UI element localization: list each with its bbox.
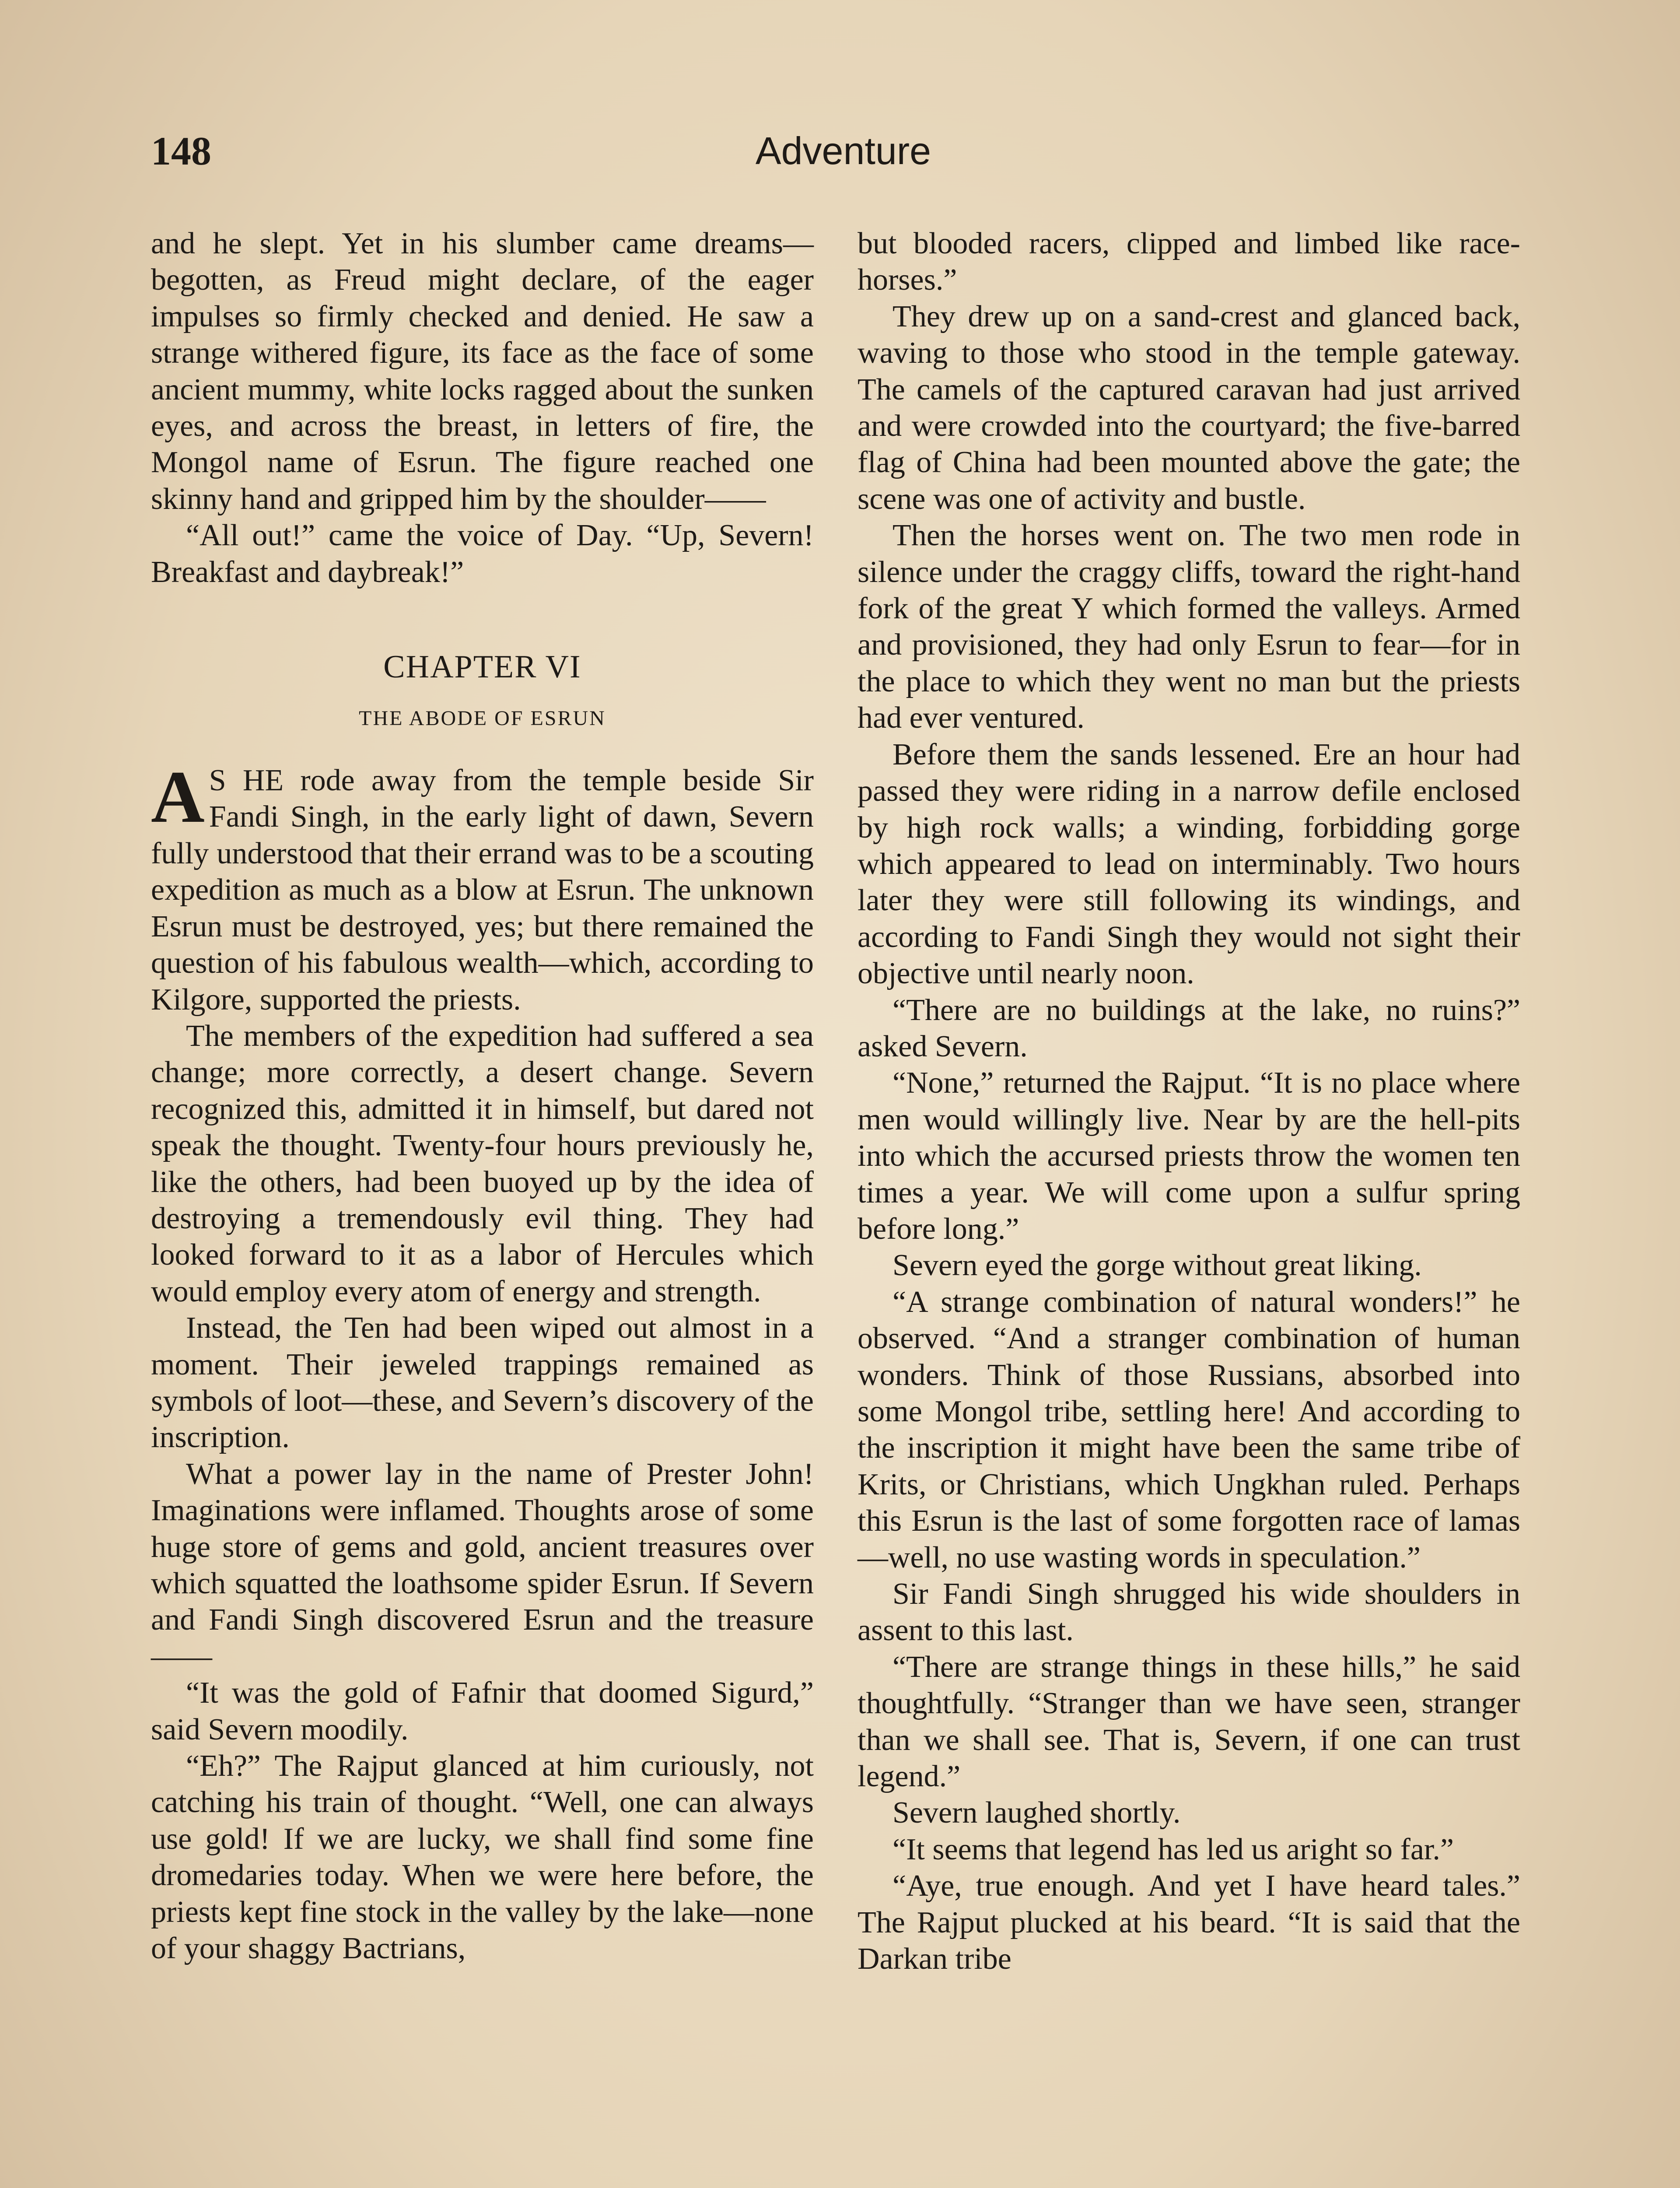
paragraph: Then the horses went on. The two men rode in silence under the craggy cliffs, toward the right-hand fork of the great Y which formed the valleys. Armed and provisioned, they had only Esrun to fear—for in the place to which they went no man but the priests had ever ventured.: [858, 519, 1520, 735]
chapter-heading: [151, 645, 814, 736]
paragraph: They drew up on a sand-crest and glanced back, waving to those who stood in the temple gateway. The camels of the captured caravan had just arrived and were crowded into the courtyard; the five-barred flag of China had been mounted above the gate; the scene was one of activity and bustle.: [858, 299, 1520, 516]
opening-paragraph: [151, 756, 814, 1018]
paragraph: “There are strange things in these hills,” he said thoughtfully. “Stranger than we have seen, stranger than we shall see. That is, Severn, if one can trust legend.”: [858, 1650, 1520, 1794]
page-number: 148: [151, 129, 211, 173]
paragraph: The members of the expedition had suffered a sea change; more correctly, a desert change. Severn recognized this, admitted it in himself, but dared not speak the thought. Twenty-four hours previously he, like the others, had been buoyed up by the idea of destroying a tremendously evil thing. They had looked forward to it as a labor of Hercules which would employ every atom of energy and strength.: [151, 1019, 814, 1308]
chapter-title: CHAPTER VI: [383, 649, 581, 685]
running-head: [151, 125, 1536, 177]
paragraph: “There are no buildings at the lake, no ruins?” asked Severn.: [858, 993, 1520, 1063]
paragraph: “None,” returned the Rajput. “It is no place where men would willingly live. Near by are the hell-pits into which the accursed priests throw the women ten times a year. We will come upon a sulfur spring before long.”: [858, 1066, 1520, 1246]
paragraph: “Aye, true enough. And yet I have heard tales.” The Rajput plucked at his beard. “It is said that the Darkan tribe: [858, 1869, 1520, 1976]
paragraph: Before them the sands lessened. Ere an hour had passed they were riding in a narrow defile enclosed by high rock walls; a winding, forbidding gorge which appeared to lead on interminably. Two hours later they were still following its windings, and according to Fandi Singh they would not sight their objective until nearly noon.: [858, 737, 1520, 991]
paragraph: but blooded racers, clipped and limbed like race-horses.”: [858, 227, 1520, 297]
paragraph: Sir Fandi Singh shrugged his wide shoulders in assent to this last.: [858, 1577, 1520, 1648]
chapter-subtitle: THE ABODE OF ESRUN: [359, 707, 606, 730]
paragraph: “Eh?” The Rajput glanced at him curiously, not catching his train of thought. “Well, one can always use gold! If we are lucky, we shall find some fine dromedaries today. When we were here before, the priests kept fine stock in the valley by the lake—none of your shaggy Bactrians,: [151, 1749, 814, 1966]
paragraph: “It was the gold of Fafnir that doomed Sigurd,” said Severn moodily.: [151, 1676, 814, 1746]
opening-paragraph-text: S HE rode away from the temple beside Sir Fandi Singh, in the early light of dawn, Severn fully understood that their errand was to be a scouting expedition as much as a blow at Esrun. The unknown Esrun must be destroyed, yes; but there remained the question of his fabulous wealth—which, according to Kilgore, supported the priests.: [151, 764, 814, 1017]
drop-cap: A: [151, 756, 205, 838]
paragraph: Instead, the Ten had been wiped out almost in a moment. Their jeweled trappings remained as symbols of loot—these, and Severn’s discovery of the inscription.: [151, 1311, 814, 1455]
paragraph: Severn eyed the gorge without great liking.: [892, 1248, 1422, 1283]
paragraph: “A strange combination of natural wonders!” he observed. “And a stranger combination of human wonders. Think of those Russians, absorbed into some Mongol tribe, settling here! And according to the inscription it might have been the same tribe of Krits, or Christians, which Ungkhan ruled. Perhaps this Esrun is the last of some forgotten race of lamas—well, no use wasting words in speculation.”: [858, 1285, 1520, 1574]
paragraph: “It seems that legend has led us aright so far.”: [892, 1832, 1454, 1866]
paragraph: “All out!” came the voice of Day. “Up, Severn! Breakfast and daybreak!”: [151, 519, 814, 589]
magazine-title: Adventure: [755, 129, 931, 172]
left-column: [151, 225, 814, 1967]
paragraph: and he slept. Yet in his slumber came dreams—begotten, as Freud might declare, of the eager impulses so firmly checked and denied. He saw a strange withered figure, its face as the face of some ancient mummy, white locks ragged about the sunken eyes, and across the breast, in letters of fire, the Mongol name of Esrun. The figure reached one skinny hand and gripped him by the shoulder——: [151, 227, 814, 516]
paragraph: What a power lay in the name of Prester John! Imaginations were inflamed. Thoughts arose of some huge store of gems and gold, ancient treasures over which squatted the loathsome spider Esrun. If Severn and Fandi Singh discovered Esrun and the treasure——: [151, 1457, 814, 1673]
paragraph: Severn laughed shortly.: [892, 1796, 1181, 1830]
right-column: [858, 225, 1520, 1978]
